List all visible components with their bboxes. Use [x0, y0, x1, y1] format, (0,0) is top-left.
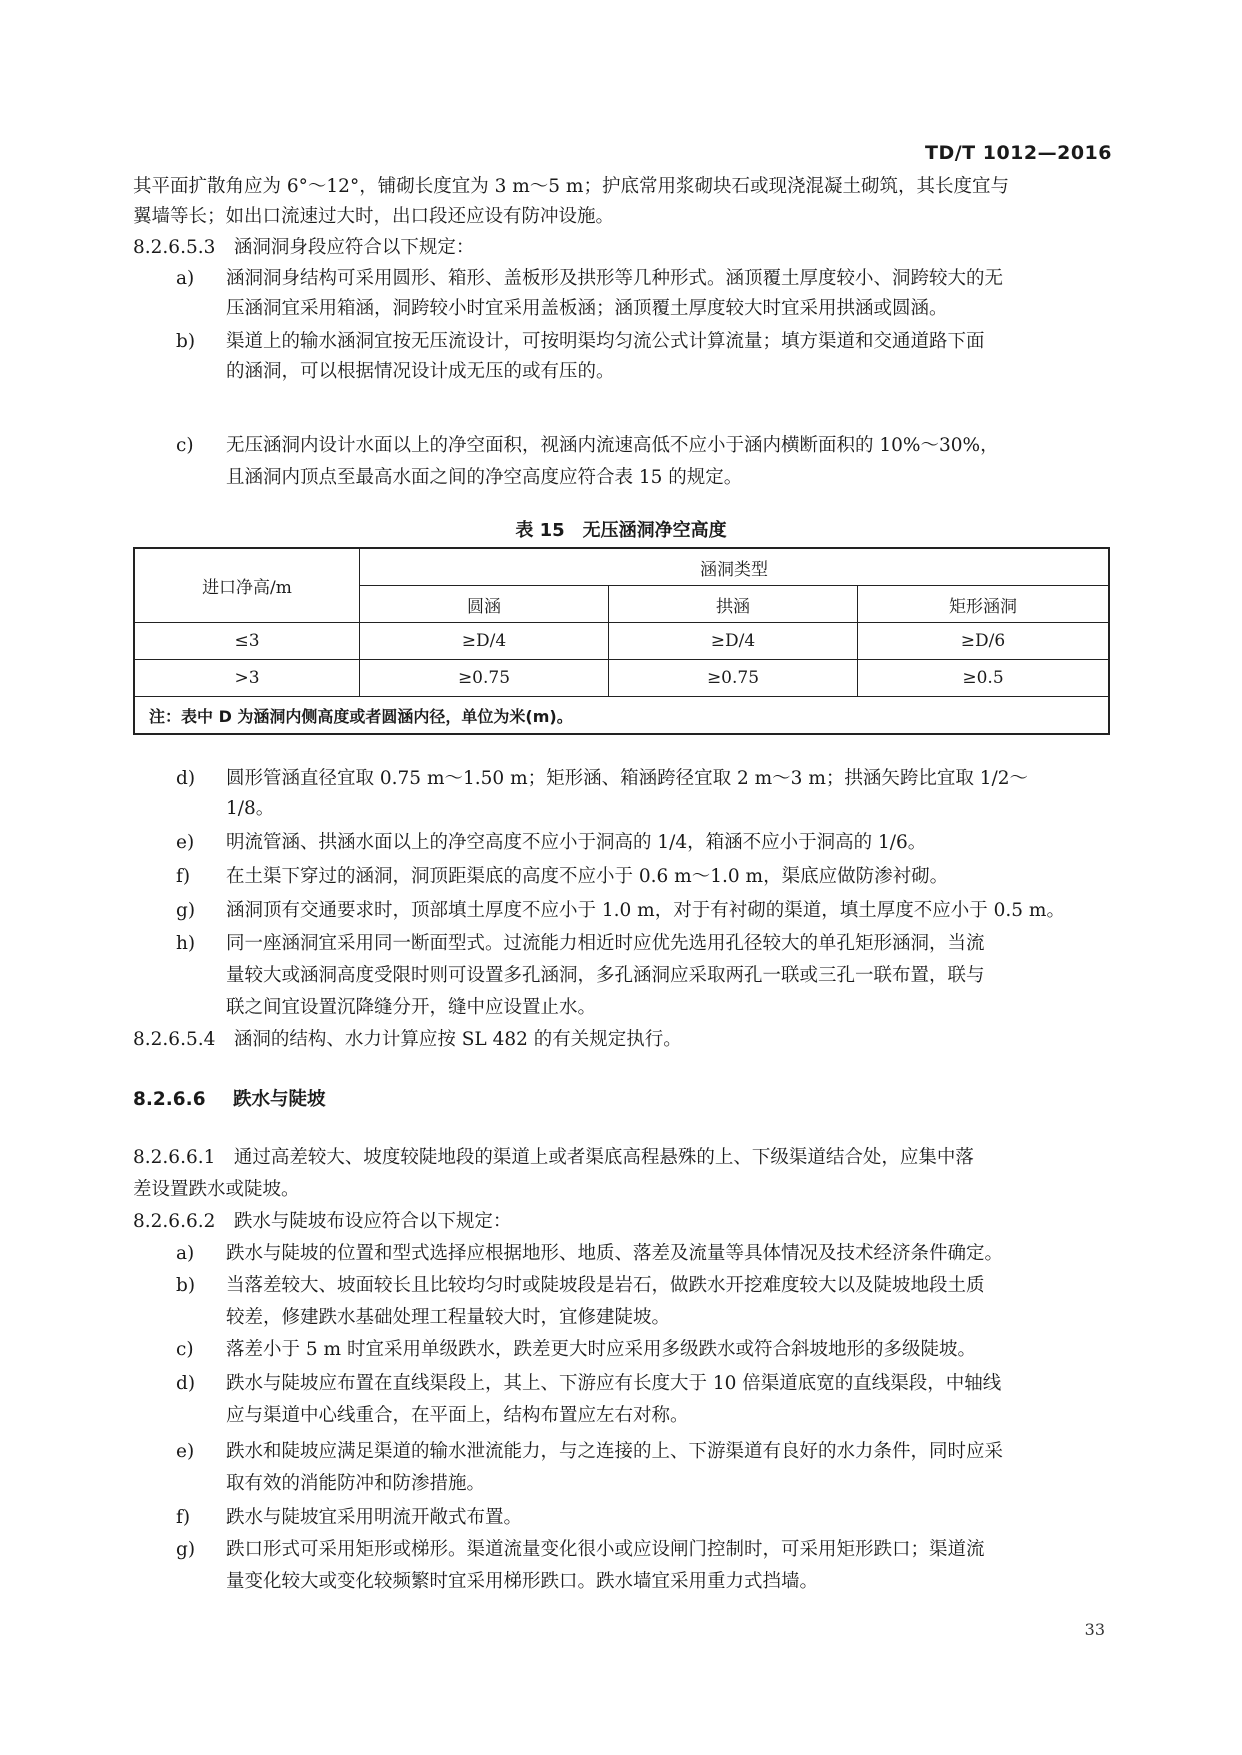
paragraph-line: 翼墙等长；如出口流速过大时，出口段还应设有防冲设施。 [133, 206, 615, 227]
item-text: 跌水与陡坡的位置和型式选择应根据地形、地质、落差及流量等具体情况及技术经济条件确定。 [226, 1243, 1004, 1264]
item-text: 同一座涵洞宜采用同一断面型式。过流能力相近时应优先选用孔径较大的单孔矩形涵洞，当流 [226, 933, 985, 954]
item-text: 的涵洞，可以根据情况设计成无压的或有压的。 [226, 361, 615, 382]
item-text: 压涵洞宜采用箱涵，洞跨较小时宜采用盖板涵；涵顶覆土厚度较大时宜采用拱涵或圆涵。 [226, 298, 948, 319]
table-caption: 表 15 无压涵洞净空高度 [515, 520, 727, 541]
item-label: c) [176, 435, 194, 456]
item-text: 1/8。 [226, 798, 275, 819]
item-label: f) [176, 866, 191, 887]
item-label: a) [176, 1243, 195, 1264]
clearance-table [133, 547, 1110, 735]
item-text: 且涵洞内顶点至最高水面之间的净空高度应符合表 15 的规定。 [226, 467, 743, 488]
table-cell: ≥0.5 [858, 660, 1110, 697]
item-text: 涵洞顶有交通要求时，顶部填土厚度不应小于 1.0 m，对于有衬砌的渠道，填土厚度不应小于 0.5 m。 [226, 900, 1065, 921]
item-label: d) [176, 768, 196, 789]
table-cell: ≥0.75 [360, 660, 609, 697]
table-header-entry: 进口净高/m [134, 548, 360, 623]
item-text: 跌水和陡坡应满足渠道的输水泄流能力，与之连接的上、下游渠道有良好的水力条件，同时应采 [226, 1441, 1004, 1462]
table-row [134, 660, 1109, 697]
table-cell: ≥0.75 [609, 660, 858, 697]
table-row [134, 623, 1109, 660]
item-text: 在土渠下穿过的涵洞，洞顶距渠底的高度不应小于 0.6 m～1.0 m，渠底应做防渗衬砌。 [226, 866, 949, 887]
item-label: g) [176, 900, 196, 921]
item-label: e) [176, 1441, 195, 1462]
standard-number: TD/T 1012—2016 [924, 142, 1112, 164]
item-label: f) [176, 1507, 191, 1528]
item-text: 圆形管涵直径宜取 0.75 m～1.50 m；矩形涵、箱涵跨径宜取 2 m～3 m；拱涵矢跨比宜取 1/2～ [226, 768, 1029, 789]
item-text: 跌水与陡坡应布置在直线渠段上，其上、下游应有长度大于 10 倍渠道底宽的直线渠段，中轴线 [226, 1373, 1002, 1394]
item-text: 渠道上的输水涵洞宜按无压流设计，可按明渠均匀流公式计算流量；填方渠道和交通道路下面 [226, 331, 985, 352]
clause-text: 8.2.6.5.4 涵洞的结构、水力计算应按 SL 482 的有关规定执行。 [133, 1029, 682, 1050]
table-cell: ≤3 [134, 623, 360, 660]
table-col-header: 圆涵 [360, 586, 609, 623]
item-text: 联之间宜设置沉降缝分开，缝中应设置止水。 [226, 997, 597, 1018]
item-text: 应与渠道中心线重合，在平面上，结构布置应左右对称。 [226, 1405, 689, 1426]
item-text: 量较大或涵洞高度受限时则可设置多孔涵洞，多孔涵洞应采取两孔一联或三孔一联布置，联与 [226, 965, 985, 986]
item-text: 取有效的消能防冲和防渗措施。 [226, 1473, 486, 1494]
table-header-group: 涵洞类型 [360, 548, 1110, 586]
section-title: 跌水与陡坡 [233, 1089, 326, 1110]
item-text: 无压涵洞内设计水面以上的净空面积，视涵内流速高低不应小于涵内横断面积的 10%～30%， [226, 435, 999, 456]
item-label: d) [176, 1373, 196, 1394]
item-label: b) [176, 331, 196, 352]
table-col-header: 拱涵 [609, 586, 858, 623]
table-cell: ≥D/6 [858, 623, 1110, 660]
item-text: 跌水与陡坡宜采用明流开敞式布置。 [226, 1507, 523, 1528]
table-cell: ≥D/4 [360, 623, 609, 660]
page-number: 33 [1084, 1620, 1105, 1639]
item-text: 跌口形式可采用矩形或梯形。渠道流量变化很小或应设闸门控制时，可采用矩形跌口；渠道流 [226, 1539, 985, 1560]
item-text: 较差，修建跌水基础处理工程量较大时，宜修建陡坡。 [226, 1307, 671, 1328]
item-label: b) [176, 1275, 196, 1296]
item-text: 量变化较大或变化较频繁时宜采用梯形跌口。跌水墙宜采用重力式挡墙。 [226, 1571, 819, 1592]
item-label: c) [176, 1339, 194, 1360]
clause-heading: 8.2.6.5.3 涵洞洞身段应符合以下规定： [133, 237, 475, 258]
item-text: 涵洞洞身结构可采用圆形、箱形、盖板形及拱形等几种形式。涵顶覆土厚度较小、洞跨较大的无 [226, 268, 1004, 289]
item-label: h) [176, 933, 196, 954]
item-label: e) [176, 832, 195, 853]
table-col-header: 矩形涵洞 [858, 586, 1110, 623]
paragraph-line: 其平面扩散角应为 6°～12°，铺砌长度宜为 3 m～5 m；护底常用浆砌块石或现浇混凝土砌筑，其长度宜与 [133, 176, 1009, 197]
section-number: 8.2.6.6 [133, 1089, 206, 1110]
item-text: 当落差较大、坡面较长且比较均匀时或陡坡段是岩石，做跌水开挖难度较大以及陡坡地段土质 [226, 1275, 985, 1296]
item-label: g) [176, 1539, 196, 1560]
table-cell: >3 [134, 660, 360, 697]
item-text: 明流管涵、拱涵水面以上的净空高度不应小于洞高的 1/4，箱涵不应小于洞高的 1/6。 [226, 832, 927, 853]
clause-text: 差设置跌水或陡坡。 [133, 1179, 300, 1200]
clause-heading: 8.2.6.6.2 跌水与陡坡布设应符合以下规定： [133, 1211, 512, 1232]
clause-text: 8.2.6.6.1 通过高差较大、坡度较陡地段的渠道上或者渠底高程悬殊的上、下级渠道结合处，应集中落 [133, 1147, 974, 1168]
table-note: 注：表中 D 为涵洞内侧高度或者圆涵内径，单位为米(m)。 [134, 697, 1109, 735]
item-text: 落差小于 5 m 时宜采用单级跌水，跌差更大时应采用多级跌水或符合斜坡地形的多级陡坡。 [226, 1339, 976, 1360]
table-cell: ≥D/4 [609, 623, 858, 660]
item-label: a) [176, 268, 195, 289]
